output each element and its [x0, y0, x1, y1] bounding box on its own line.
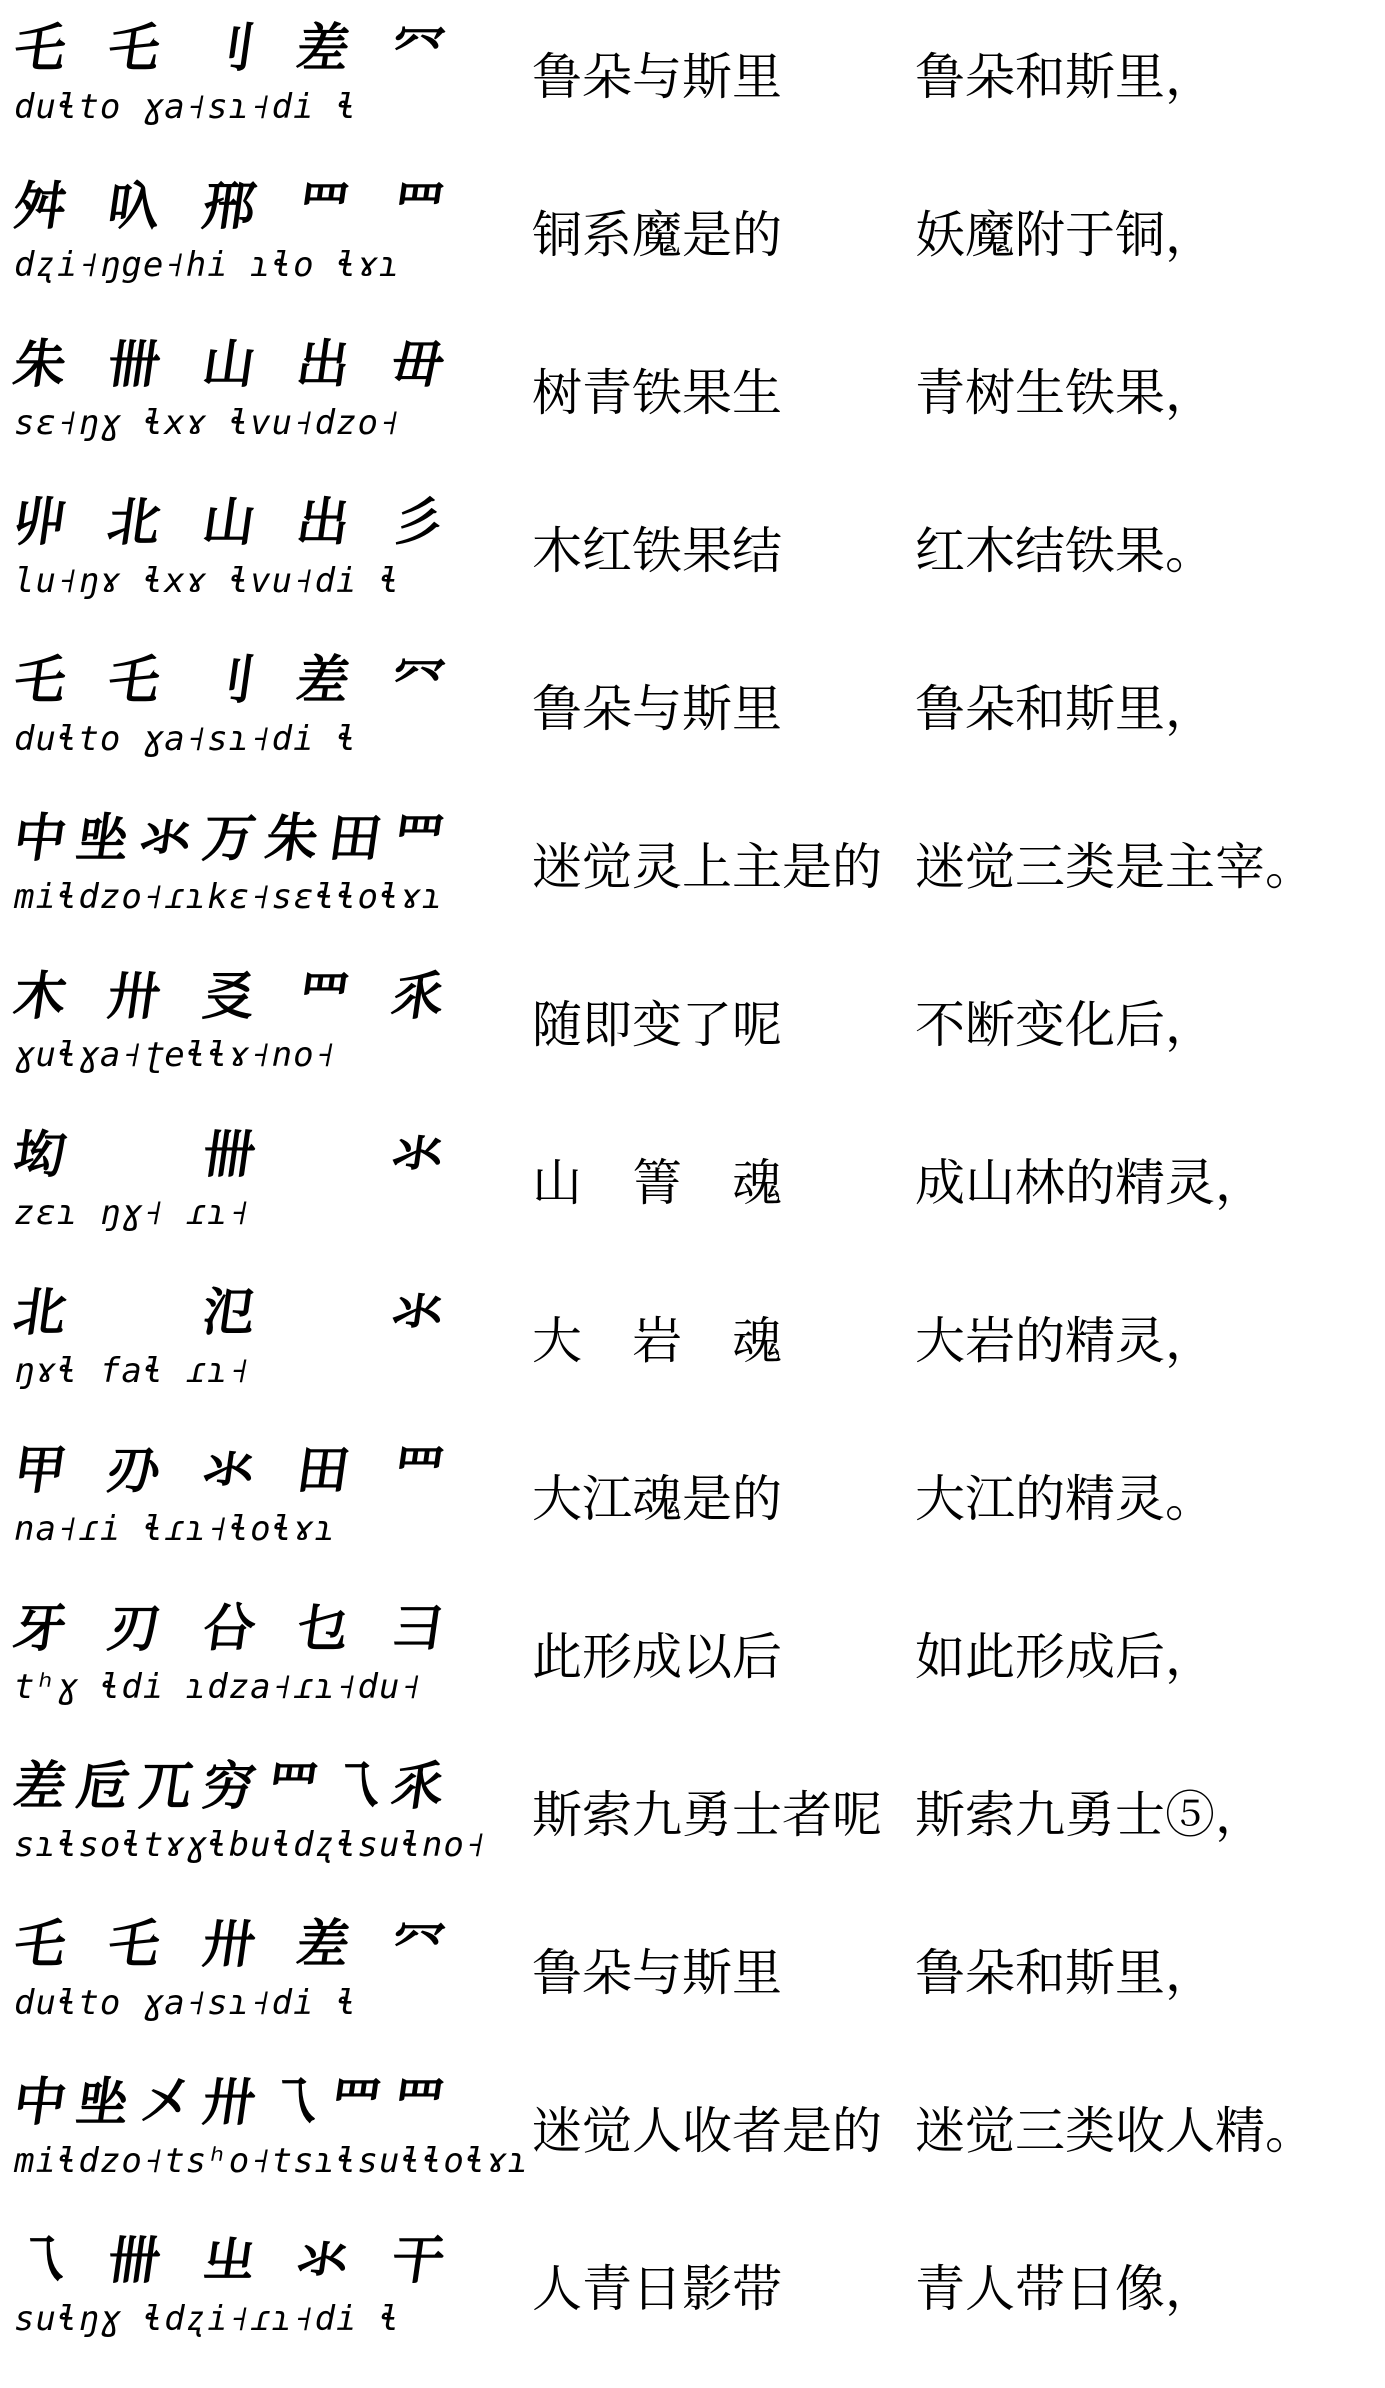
yi-glyph: 田	[293, 1440, 354, 1501]
yi-glyph: 穷	[198, 1756, 260, 1817]
yi-script-cell	[9, 1756, 487, 1874]
yi-glyph: 乑	[387, 966, 449, 1027]
yi-glyph: 罒	[293, 966, 354, 1027]
verse-row	[0, 328, 1385, 458]
yi-glyph-line	[9, 176, 449, 238]
phonetic-transcription: duɬto ɣa˧sɿ˧di ɬ	[14, 1983, 358, 2023]
free-translation: 鲁朵和斯里，	[915, 48, 1215, 106]
yi-glyph: 㓁	[387, 18, 449, 79]
free-translation: 不断变化后，	[915, 996, 1215, 1054]
word-gloss: 迷觉人收者是的	[532, 2102, 882, 2160]
yi-glyph: 朱	[261, 808, 323, 869]
verse-row	[0, 802, 1385, 932]
free-translation: 迷觉三类是主宰。	[915, 838, 1315, 896]
yi-glyph: 卅	[198, 2072, 260, 2133]
verse-row	[0, 1592, 1385, 1722]
verse-row	[0, 12, 1385, 142]
yi-glyph-line	[9, 1914, 449, 1976]
free-translation: 大岩的精灵，	[915, 1312, 1215, 1370]
yi-glyph: 㕣	[198, 1598, 260, 1659]
yi-glyph: 兀	[135, 1756, 197, 1817]
yi-glyph: 氺	[293, 2230, 354, 2291]
yi-glyph: 朱	[9, 334, 71, 395]
yi-glyph: 卌	[104, 334, 165, 395]
yi-glyph: 罒	[387, 2072, 449, 2133]
free-translation: 大江的精灵。	[915, 1470, 1215, 1528]
verse-row	[0, 2224, 1385, 2354]
yi-script-cell	[9, 808, 449, 926]
yi-glyph: 差	[293, 650, 354, 711]
phonetic-transcription: miɬdzo˧ɾɿkɛ˧sɛɬɬoɬɤɿ	[14, 877, 444, 917]
yi-glyph-line	[9, 1440, 449, 1502]
yi-glyph: 㘴	[72, 808, 134, 869]
phonetic-transcription: sɛ˧ŋɣ ɬxɤ ɬvu˧dzo˧	[14, 403, 401, 443]
yi-glyph: 卅	[198, 1914, 260, 1975]
verse-row	[0, 960, 1385, 1090]
verse-row	[0, 1908, 1385, 2038]
yi-glyph-line	[9, 966, 449, 1028]
verse-row	[0, 644, 1385, 774]
yi-glyph: 山	[198, 492, 260, 553]
yi-glyph: 氺	[387, 1282, 449, 1343]
word-gloss: 人青日影带	[532, 2260, 782, 2318]
yi-script-cell	[9, 1124, 449, 1242]
phonetic-transcription: suɬŋɣ ɬdʐi˧ɾɿ˧di ɬ	[14, 2299, 401, 2339]
word-gloss: 斯索九勇士者呢	[532, 1786, 882, 1844]
yi-script-cell	[9, 2072, 530, 2190]
yi-glyph: 彐	[387, 1598, 449, 1659]
free-translation: 鲁朵和斯里，	[915, 680, 1215, 738]
phonetic-transcription: dʐi˧ŋge˧hi ɿɬo ɬɤɿ	[14, 245, 401, 285]
yi-glyph: 卮	[72, 1756, 134, 1817]
word-gloss: 鲁朵与斯里	[532, 680, 782, 738]
yi-glyph: 山	[198, 334, 260, 395]
yi-glyph-line	[9, 1756, 449, 1818]
verse-row	[0, 2066, 1385, 2196]
yi-glyph-line	[9, 650, 449, 712]
verse-row	[0, 1276, 1385, 1406]
yi-glyph: 北	[104, 492, 165, 553]
yi-glyph: 罒	[387, 808, 449, 869]
yi-glyph-line	[9, 18, 449, 80]
yi-glyph: 差	[293, 18, 354, 79]
free-translation: 青树生铁果，	[915, 364, 1215, 422]
yi-glyph: 乁	[324, 1756, 386, 1817]
yi-glyph: 出	[293, 492, 354, 553]
phonetic-transcription: ŋɤɬ faɬ ɾɿ˧	[14, 1351, 251, 1391]
yi-glyph: 卌	[104, 2230, 165, 2291]
yi-glyph: 乇	[9, 18, 71, 79]
phonetic-transcription: tʰɣ ɬdi ɿdza˧ɾɿ˧du˧	[14, 1667, 422, 1707]
yi-glyph: 干	[387, 2230, 449, 2291]
yi-glyph: 乇	[104, 650, 165, 711]
yi-glyph: 罒	[261, 1756, 323, 1817]
word-gloss: 木红铁果结	[532, 522, 782, 580]
word-gloss: 铜系魔是的	[532, 206, 782, 264]
free-translation: 青人带日像，	[915, 2260, 1215, 2318]
phonetic-transcription: duɬto ɣa˧sɿ˧di ɬ	[14, 719, 358, 759]
yi-glyph-line	[9, 1598, 449, 1660]
free-translation: 妖魔附于铜，	[915, 206, 1215, 264]
yi-glyph: 㘭	[9, 1124, 71, 1185]
yi-glyph: 氺	[387, 1124, 449, 1185]
yi-glyph: 乇	[104, 18, 165, 79]
verse-row	[0, 1434, 1385, 1564]
yi-script-cell	[9, 1914, 449, 2032]
yi-glyph-line	[9, 334, 449, 396]
free-translation: 红木结铁果。	[915, 522, 1215, 580]
yi-glyph: 舛	[9, 176, 71, 237]
yi-glyph: 㓁	[387, 1914, 449, 1975]
yi-glyph: 万	[198, 808, 260, 869]
yi-glyph: 刅	[104, 1440, 165, 1501]
free-translation: 如此形成后，	[915, 1628, 1215, 1686]
phonetic-transcription: lu˧ŋɤ ɬxɤ ɬvu˧di ɬ	[14, 561, 401, 601]
verse-row	[0, 1750, 1385, 1880]
yi-glyph-line	[9, 492, 449, 554]
phonetic-transcription: na˧ɾi ɬɾɿ˧ɬoɬɤɿ	[14, 1509, 337, 1549]
yi-glyph: 卌	[198, 1124, 260, 1185]
yi-glyph: 㐅	[135, 2072, 197, 2133]
word-gloss: 鲁朵与斯里	[532, 1944, 782, 2002]
phonetic-transcription: sɿɬsoɬtɤɣɬbuɬdʐɬsuɬno˧	[14, 1825, 487, 1865]
yi-glyph: 刂	[198, 650, 260, 711]
yi-glyph: 丱	[9, 492, 71, 553]
yi-script-cell	[9, 650, 449, 768]
yi-glyph-line	[9, 2230, 449, 2292]
free-translation: 鲁朵和斯里，	[915, 1944, 1215, 2002]
yi-script-cell	[9, 2230, 449, 2348]
word-gloss: 山 箐 魂	[532, 1154, 782, 1212]
word-gloss: 大 岩 魂	[532, 1312, 782, 1370]
yi-script-cell	[9, 18, 449, 136]
yi-glyph: 乁	[9, 2230, 71, 2291]
yi-glyph: 乜	[293, 1598, 354, 1659]
yi-glyph: 差	[293, 1914, 354, 1975]
yi-script-cell	[9, 176, 449, 294]
word-gloss: 迷觉灵上主是的	[532, 838, 882, 896]
word-gloss: 此形成以后	[532, 1628, 782, 1686]
phonetic-transcription: duɬto ɣa˧sɿ˧di ɬ	[14, 87, 358, 127]
yi-glyph: 㘴	[72, 2072, 134, 2133]
yi-glyph: 刂	[198, 18, 260, 79]
yi-script-cell	[9, 1598, 449, 1716]
yi-glyph: 牙	[9, 1598, 71, 1659]
yi-glyph: 㓁	[387, 650, 449, 711]
word-gloss: 鲁朵与斯里	[532, 48, 782, 106]
yi-glyph: 毌	[387, 334, 449, 395]
yi-glyph: 㕛	[198, 966, 260, 1027]
free-translation: 成山林的精灵，	[915, 1154, 1265, 1212]
free-translation: 斯索九勇士⑤，	[915, 1786, 1265, 1844]
yi-glyph: 乇	[9, 1914, 71, 1975]
yi-glyph: 氺	[135, 808, 197, 869]
verse-row	[0, 170, 1385, 300]
yi-glyph-line	[9, 808, 449, 870]
word-gloss: 树青铁果生	[532, 364, 782, 422]
yi-script-cell	[9, 1282, 449, 1400]
phonetic-transcription: zɛɿ ŋɣ˧ ɾɿ˧	[14, 1193, 251, 1233]
yi-glyph: 㞢	[198, 2230, 260, 2291]
yi-glyph: 乁	[261, 2072, 323, 2133]
yi-glyph: 郉	[198, 176, 260, 237]
yi-glyph: 中	[9, 2072, 71, 2133]
yi-glyph: 彡	[387, 492, 449, 553]
yi-glyph: 氾	[198, 1282, 260, 1343]
yi-glyph-line	[9, 1124, 449, 1186]
yi-glyph-line	[9, 2072, 449, 2134]
yi-glyph: 出	[293, 334, 354, 395]
yi-glyph: 罒	[387, 176, 449, 237]
yi-glyph: 刃	[104, 1598, 165, 1659]
yi-glyph: 罒	[324, 2072, 386, 2133]
yi-glyph: 差	[9, 1756, 71, 1817]
yi-glyph: 乇	[104, 1914, 165, 1975]
yi-glyph: 乑	[387, 1756, 449, 1817]
yi-glyph: 田	[324, 808, 386, 869]
yi-script-cell	[9, 1440, 449, 1558]
yi-glyph: 北	[9, 1282, 71, 1343]
yi-script-cell	[9, 966, 449, 1084]
word-gloss: 大江魂是的	[532, 1470, 782, 1528]
yi-glyph: 中	[9, 808, 71, 869]
yi-glyph: 卅	[104, 966, 165, 1027]
yi-script-cell	[9, 492, 449, 610]
yi-glyph: 木	[9, 966, 71, 1027]
yi-glyph: 罒	[293, 176, 354, 237]
yi-glyph: 罒	[387, 1440, 449, 1501]
yi-glyph: 叺	[104, 176, 165, 237]
phonetic-transcription: ɣuɬɣa˧ʈeɬɬɤ˧no˧	[14, 1035, 337, 1075]
verse-row	[0, 486, 1385, 616]
verse-row	[0, 1118, 1385, 1248]
yi-glyph: 乇	[9, 650, 71, 711]
phonetic-transcription: miɬdzo˧tsʰo˧tsɿɬsuɬɬoɬɤɿ	[14, 2141, 530, 2181]
yi-script-cell	[9, 334, 449, 452]
yi-glyph: 氺	[198, 1440, 260, 1501]
yi-glyph: 甲	[9, 1440, 71, 1501]
free-translation: 迷觉三类收人精。	[915, 2102, 1315, 2160]
word-gloss: 随即变了呢	[532, 996, 782, 1054]
yi-glyph-line	[9, 1282, 449, 1344]
